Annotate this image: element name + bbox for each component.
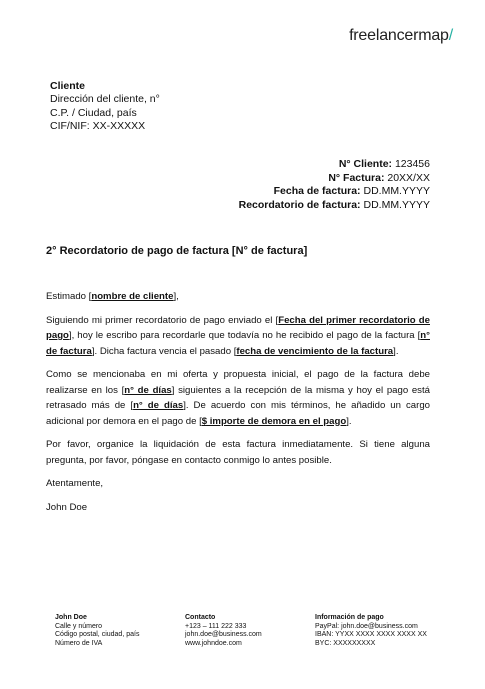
footer-sender-name: John Doe <box>55 614 87 621</box>
footer-contact-email: john.doe@business.com <box>185 631 262 639</box>
client-address-block <box>50 80 160 133</box>
footer-sender-vat: Número de IVA <box>55 639 103 647</box>
placeholder-days-overdue: n° de días <box>133 400 184 411</box>
reminder-date-label: Recordatorio de factura: <box>238 198 361 211</box>
p2-text-b: ] siguientes a la recepción de la misma y hoy el pago está retrasado más de [ <box>46 384 430 411</box>
brand-logo <box>349 27 453 45</box>
client-number-label: N° Cliente: <box>338 158 393 170</box>
p1-text-b: ], hoy le escribo para recordarle que todavía no he recibido el pago de la factura [ <box>68 330 421 341</box>
footer-contact-web: www.johndoe.com <box>185 639 242 647</box>
greeting-end: ], <box>173 291 179 302</box>
closing: Atentamente, <box>46 478 104 489</box>
invoice-date-value: DD.MM.YYYY <box>363 185 430 198</box>
invoice-date-label: Fecha de factura: <box>273 185 361 198</box>
footer-payment <box>315 614 445 648</box>
invoice-details <box>239 158 430 212</box>
footer-contact-phone: +123 – 111 222 333 <box>185 622 247 630</box>
invoice-number-row <box>239 172 430 186</box>
letter-subject: 2° Recordatorio de pago de factura [N° de factura] <box>46 245 308 257</box>
signature: John Doe <box>46 501 88 513</box>
footer-payment-bic: BYC: XXXXXXXXX <box>315 639 376 647</box>
paragraph-1 <box>46 313 430 360</box>
placeholder-due-date: fecha de vencimiento de la factura <box>236 345 394 357</box>
footer-sender-street: Calle y número <box>55 622 103 630</box>
paragraph-2 <box>46 367 430 429</box>
reminder-date-row <box>239 199 430 213</box>
brand-slash: / <box>448 27 453 44</box>
p1-text-d: ]. <box>393 345 399 357</box>
invoice-date-row <box>239 185 430 199</box>
greeting-text: Estimado [ <box>46 291 92 302</box>
client-city: C.P. / Ciudad, país <box>50 106 137 119</box>
paragraph-3: Por favor, organice la liquidación de esta factura inmediatamente. Si tiene alguna pregunta, por favor, póngase en contacto conmigo lo antes posible. <box>46 439 430 466</box>
placeholder-client-name: nombre de cliente <box>91 291 174 302</box>
letter-body <box>46 289 430 523</box>
p1-text-a: Siguiendo mi primer recordatorio de pago enviado el [ <box>46 314 279 326</box>
p2-text-a: Como se mencionaba en mi oferta y propuesta inicial, el pago de la factura debe realizarse en los [ <box>46 369 430 396</box>
p1-text-c: ]. Dicha factura vencia el pasado [ <box>91 345 237 357</box>
client-title: Cliente <box>50 80 86 92</box>
footer <box>55 614 445 648</box>
invoice-number-value: 20XX/XX <box>387 171 430 184</box>
p2-text-d: ]. <box>346 415 352 427</box>
placeholder-late-fee: $ importe de demora en el pago <box>201 415 347 427</box>
placeholder-days: n° de días <box>124 384 172 396</box>
footer-contact-title: Contacto <box>185 614 216 621</box>
footer-sender <box>55 614 185 648</box>
placeholder-first-reminder-date: Fecha del primer recordatorio de pago <box>46 314 430 341</box>
client-number-value: 123456 <box>394 158 430 170</box>
p2-text-c: ]. De acuerdo con mis términos, he añadido un cargo adicional por demora en el pago de [ <box>46 400 430 427</box>
footer-payment-iban: IBAN: YYXX XXXX XXXX XXXX XX <box>315 631 427 639</box>
invoice-number-label: N° Factura: <box>328 171 385 184</box>
footer-payment-paypal: PayPal: john.doe@business.com <box>315 622 418 630</box>
footer-payment-title: Información de pago <box>315 614 384 621</box>
reminder-date-value: DD.MM.YYYY <box>363 198 430 211</box>
client-number-row <box>239 158 430 172</box>
footer-sender-city: Código postal, ciudad, país <box>55 631 140 639</box>
footer-contact <box>185 614 315 648</box>
client-address: Dirección del cliente, n° <box>50 93 160 106</box>
greeting <box>46 289 430 305</box>
placeholder-invoice-number: n° de factura <box>46 330 430 357</box>
client-tax-id: CIF/NIF: XX-XXXXX <box>50 119 146 132</box>
brand-name: freelancermap <box>349 27 449 44</box>
